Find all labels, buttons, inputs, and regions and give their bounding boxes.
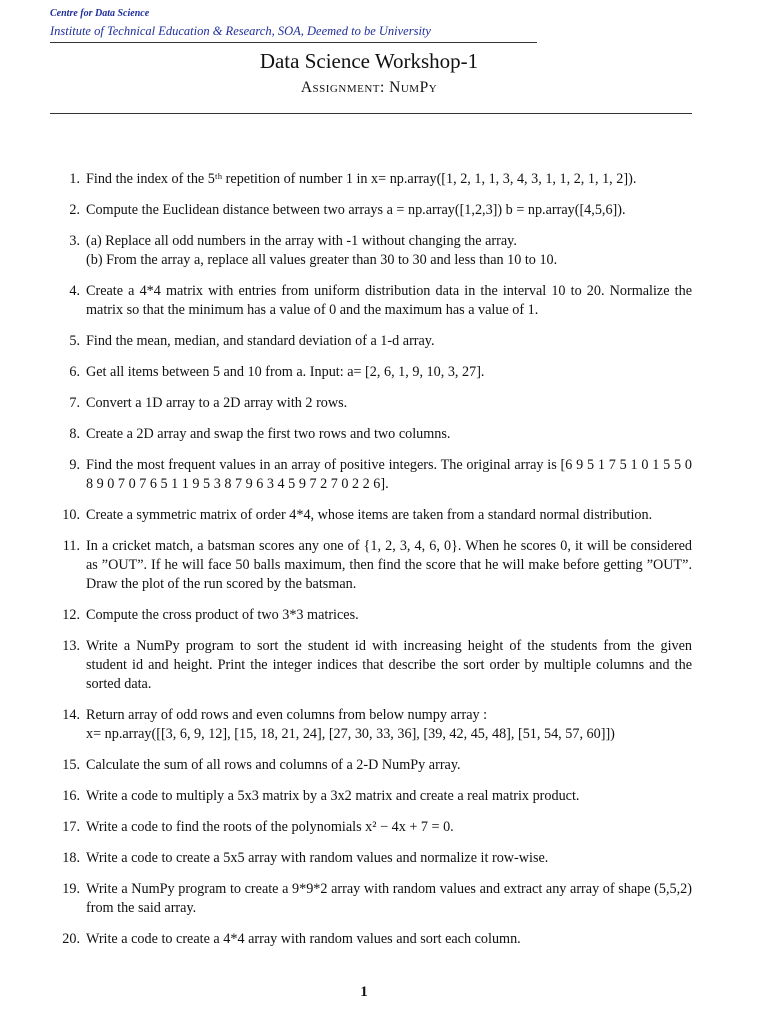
question-item <box>50 849 692 868</box>
question-number: 4. <box>69 283 80 299</box>
document-subtitle: Assignment: NumPy <box>300 79 438 96</box>
page-number: 1 <box>360 984 368 1000</box>
question-item <box>50 201 692 220</box>
question-number: 19. <box>62 881 80 897</box>
question-text: Write a code to multiply a 5x3 matrix by a 3x2 matrix and create a real matrix product. <box>86 788 580 804</box>
question-item <box>50 606 692 625</box>
question-number: 7. <box>69 395 80 411</box>
title-rule <box>50 113 692 114</box>
question-text: Create a 4*4 matrix with entries from uniform distribution data in the interval 10 to 20. Normalize the matrix so that the minimum has a value of 0 and the maximum has a value of 1. <box>86 283 692 318</box>
question-number: 16. <box>62 788 80 804</box>
question-text: In a cricket match, a batsman scores any one of {1, 2, 3, 4, 6, 0}. When he scores 0, it will be considered as ”OUT”. If he will face 50 balls maximum, then find the score that he will make before getting ”OUT”. Draw the plot of the run scored by the batsman. <box>86 538 692 592</box>
question-item <box>50 456 692 494</box>
question-text: Return array of odd rows and even columns from below numpy array : x= np.array([[3, 6, 9, 12], [15, 18, 21, 24], [27, 30, 33, 36], [39, 42, 45, 48], [51, 54, 57, 60]]) <box>86 707 615 742</box>
question-number: 6. <box>69 364 80 380</box>
question-text: Calculate the sum of all rows and columns of a 2-D NumPy array. <box>86 757 461 773</box>
question-number: 20. <box>62 931 80 947</box>
question-item <box>50 332 692 351</box>
question-number: 3. <box>69 233 80 249</box>
question-item <box>50 170 692 189</box>
question-item <box>50 930 692 949</box>
question-number: 8. <box>69 426 80 442</box>
question-item <box>50 818 692 837</box>
question-text: Find the mean, median, and standard deviation of a 1-d array. <box>86 333 435 349</box>
question-number: 1. <box>69 171 80 187</box>
question-number: 5. <box>69 333 80 349</box>
question-item <box>50 363 692 382</box>
header-rule <box>50 42 537 43</box>
question-text: Write a NumPy program to sort the student id with increasing height of the students from the given student id and height. Print the integer indices that describe the sort order by multiple columns and the sorted data. <box>86 638 692 692</box>
question-item <box>50 232 692 270</box>
question-number: 13. <box>62 638 80 654</box>
question-text: Write a code to find the roots of the polynomials x² − 4x + 7 = 0. <box>86 819 454 835</box>
question-text: (a) Replace all odd numbers in the array with -1 without changing the array. (b) From the array a, replace all values greater than 30 to 30 and less than 10 to 10. <box>86 233 558 268</box>
question-item <box>50 425 692 444</box>
question-text: Convert a 1D array to a 2D array with 2 rows. <box>86 395 348 411</box>
question-number: 18. <box>62 850 80 866</box>
question-text: Write a code to create a 5x5 array with random values and normalize it row-wise. <box>86 850 549 866</box>
question-item <box>50 706 692 744</box>
question-text: Create a 2D array and swap the first two rows and two columns. <box>86 426 451 442</box>
question-item <box>50 880 692 918</box>
question-number: 9. <box>69 457 80 473</box>
question-number: 10. <box>62 507 80 523</box>
header-center-name: Centre for Data Science <box>50 8 150 19</box>
question-text: Compute the Euclidean distance between two arrays a = np.array([1,2,3]) b = np.array([4,5,6]). <box>86 202 626 218</box>
question-text: Find the index of the 5ᵗʰ repetition of number 1 in x= np.array([1, 2, 1, 1, 3, 4, 3, 1, 1, 2, 1, 1, 2]). <box>86 171 637 187</box>
question-text: Create a symmetric matrix of order 4*4, whose items are taken from a standard normal distribution. <box>86 507 653 523</box>
document-title: Data Science Workshop-1 <box>259 49 479 73</box>
question-text: Get all items between 5 and 10 from a. Input: a= [2, 6, 1, 9, 10, 3, 27]. <box>86 364 485 380</box>
question-text: Find the most frequent values in an array of positive integers. The original array is [6 9 5 1 7 5 1 0 1 5 5 0 8 9 0 7 0 7 6 5 1 1 9 5 3 8 7 9 6 3 4 5 9 7 2 7 0 2 2 6]. <box>86 457 692 492</box>
question-text: Write a code to create a 4*4 array with random values and sort each column. <box>86 931 521 947</box>
question-item <box>50 394 692 413</box>
question-text: Write a NumPy program to create a 9*9*2 array with random values and extract any array of shape (5,5,2) from the said array. <box>86 881 692 916</box>
question-number: 11. <box>62 538 80 554</box>
question-item <box>50 637 692 694</box>
question-list <box>50 170 692 961</box>
question-number: 17. <box>62 819 80 835</box>
question-text: Compute the cross product of two 3*3 matrices. <box>86 607 359 623</box>
question-number: 12. <box>62 607 80 623</box>
header-institute-name: Institute of Technical Education & Research, SOA, Deemed to be University <box>50 24 431 38</box>
question-number: 14. <box>62 707 80 723</box>
question-item <box>50 756 692 775</box>
question-number: 2. <box>69 202 80 218</box>
question-number: 15. <box>62 757 80 773</box>
question-item <box>50 537 692 594</box>
question-item <box>50 787 692 806</box>
question-item <box>50 506 692 525</box>
question-item <box>50 282 692 320</box>
